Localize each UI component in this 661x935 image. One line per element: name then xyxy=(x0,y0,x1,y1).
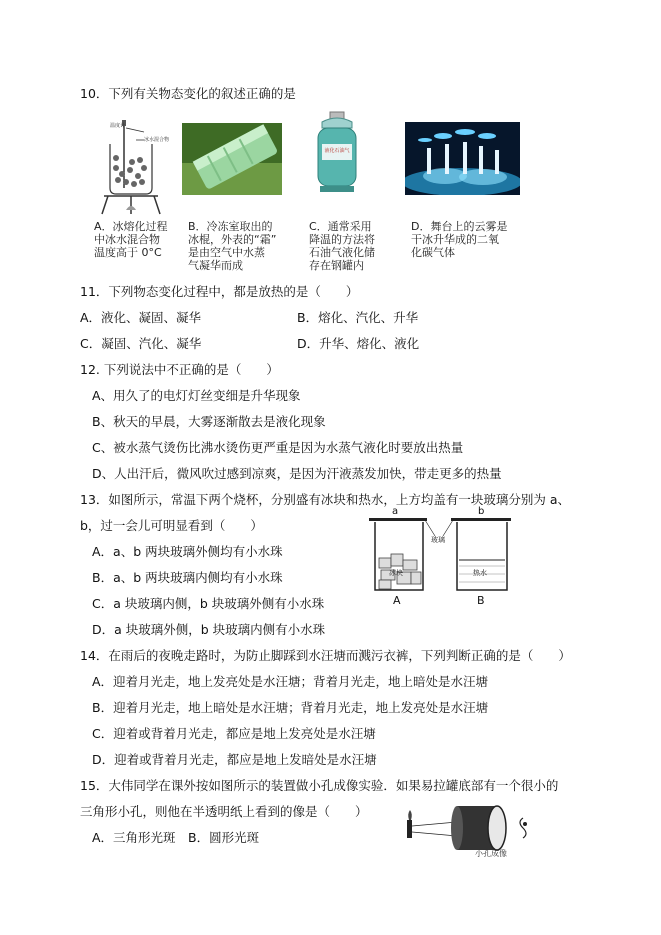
q12-option-d: D、人出汗后，微风吹过感到凉爽，是因为汗液蒸发加快，带走更多的热量 xyxy=(92,466,502,481)
q10-caption-b: B．冷冻室取出的 冰棍，外表的“霜” 是由空气中水蒸 气凝华而成 xyxy=(188,220,277,272)
q12-stem: 12. 下列说法中不正确的是（ ） xyxy=(80,362,279,377)
q15-stem-line1: 15．大伟同学在课外按如图所示的装置做小孔成像实验．如果易拉罐底部有一个很小的 xyxy=(80,778,559,793)
q15-figure-pinhole-camera xyxy=(405,800,540,862)
pinhole-camera-diagram xyxy=(405,800,540,862)
q13-stem-line1: 13．如图所示，常温下两个烧杯，分别盛有冰块和热水，上方均盖有一块玻璃分别为 a、 xyxy=(80,492,571,507)
q13-option-d: D．a 块玻璃外侧，b 块玻璃内侧有小水珠 xyxy=(92,622,326,637)
q13-label-beaker-b: B xyxy=(477,594,485,607)
q15-options-ab: A．三角形光斑 B．圆形光斑 xyxy=(92,830,260,845)
q13-label-beaker-a: A xyxy=(393,594,401,607)
q13-option-a: A．a、b 两块玻璃外侧均有小水珠 xyxy=(92,544,283,559)
q11-option-d: D．升华、熔化、液化 xyxy=(297,336,420,351)
cylinder-label-text: 液化石油气 xyxy=(324,148,350,154)
q13-option-b: B．a、b 两块玻璃内侧均有小水珠 xyxy=(92,570,283,585)
q14-stem: 14．在雨后的夜晚走路时，为防止脚踩到水汪塘而溅污衣裤，下列判断正确的是（ ） xyxy=(80,648,571,663)
q10-figure-d-stage-fog xyxy=(405,122,520,195)
q10-stem: 10．下列有关物态变化的叙述正确的是 xyxy=(80,86,296,101)
q10-figure-c-gas-cylinder xyxy=(312,110,362,194)
q11-stem: 11．下列物态变化过程中，都是放热的是（ ） xyxy=(80,284,359,299)
q14-option-c: C．迎着或背着月光走，都应是地上发亮处是水汪塘 xyxy=(92,726,376,741)
q10-figure-b-popsicle xyxy=(182,123,282,195)
stage-fog-image xyxy=(405,122,520,195)
q13-figure-beakers xyxy=(365,506,515,610)
q14-option-d: D．迎着或背着月光走，都应是地上发暗处是水汪塘 xyxy=(92,752,377,767)
thermometer-label: 温度计 xyxy=(110,123,126,129)
popsicle-image xyxy=(182,123,282,195)
q10-caption-a: A．冰熔化过程 中冰水混合物 温度高于 0°C xyxy=(94,220,168,259)
q13-label-b: b xyxy=(478,506,485,517)
q15-stem-line2: 三角形小孔，则他在半透明纸上看到的像是（ ） xyxy=(80,804,368,819)
beaker-stand-diagram xyxy=(96,118,171,216)
q13-glass-label: 玻璃 xyxy=(431,536,445,544)
q15-figure-caption: 小孔成像 xyxy=(475,849,507,858)
q12-option-c: C、被水蒸气烫伤比沸水烫伤更严重是因为水蒸气液化时要放出热量 xyxy=(92,440,464,455)
q13-stem-line2: b，过一会儿可明显看到（ ） xyxy=(80,518,263,533)
q11-option-a: A．液化、凝固、凝华 xyxy=(80,310,202,325)
q13-option-c: C．a 块玻璃内侧，b 块玻璃外侧有小水珠 xyxy=(92,596,325,611)
beakers-diagram xyxy=(365,506,515,610)
ice-water-label: 冰水混合物 xyxy=(144,137,170,143)
q13-label-a: a xyxy=(392,506,399,517)
q13-hot-water-label: 热水 xyxy=(473,569,487,577)
q10-figure-a-ice-melting xyxy=(96,118,171,216)
q12-option-a: A、用久了的电灯灯丝变细是升华现象 xyxy=(92,388,301,403)
q14-option-a: A．迎着月光走，地上发亮处是水汪塘；背着月光走，地上暗处是水汪塘 xyxy=(92,674,489,689)
q12-option-b: B、秋天的早晨，大雾逐渐散去是液化现象 xyxy=(92,414,326,429)
q11-option-c: C．凝固、汽化、凝华 xyxy=(80,336,202,351)
q13-ice-label: 冰块 xyxy=(389,569,403,577)
q10-caption-d: D．舞台上的云雾是 干冰升华成的二氧 化碳气体 xyxy=(411,220,508,259)
q11-option-b: B．熔化、汽化、升华 xyxy=(297,310,419,325)
q14-option-b: B．迎着月光走，地上暗处是水汪塘；背着月光走，地上发亮处是水汪塘 xyxy=(92,700,489,715)
q10-caption-c: C．通常采用 降温的方法将 石油气液化储 存在钢罐内 xyxy=(309,220,375,272)
